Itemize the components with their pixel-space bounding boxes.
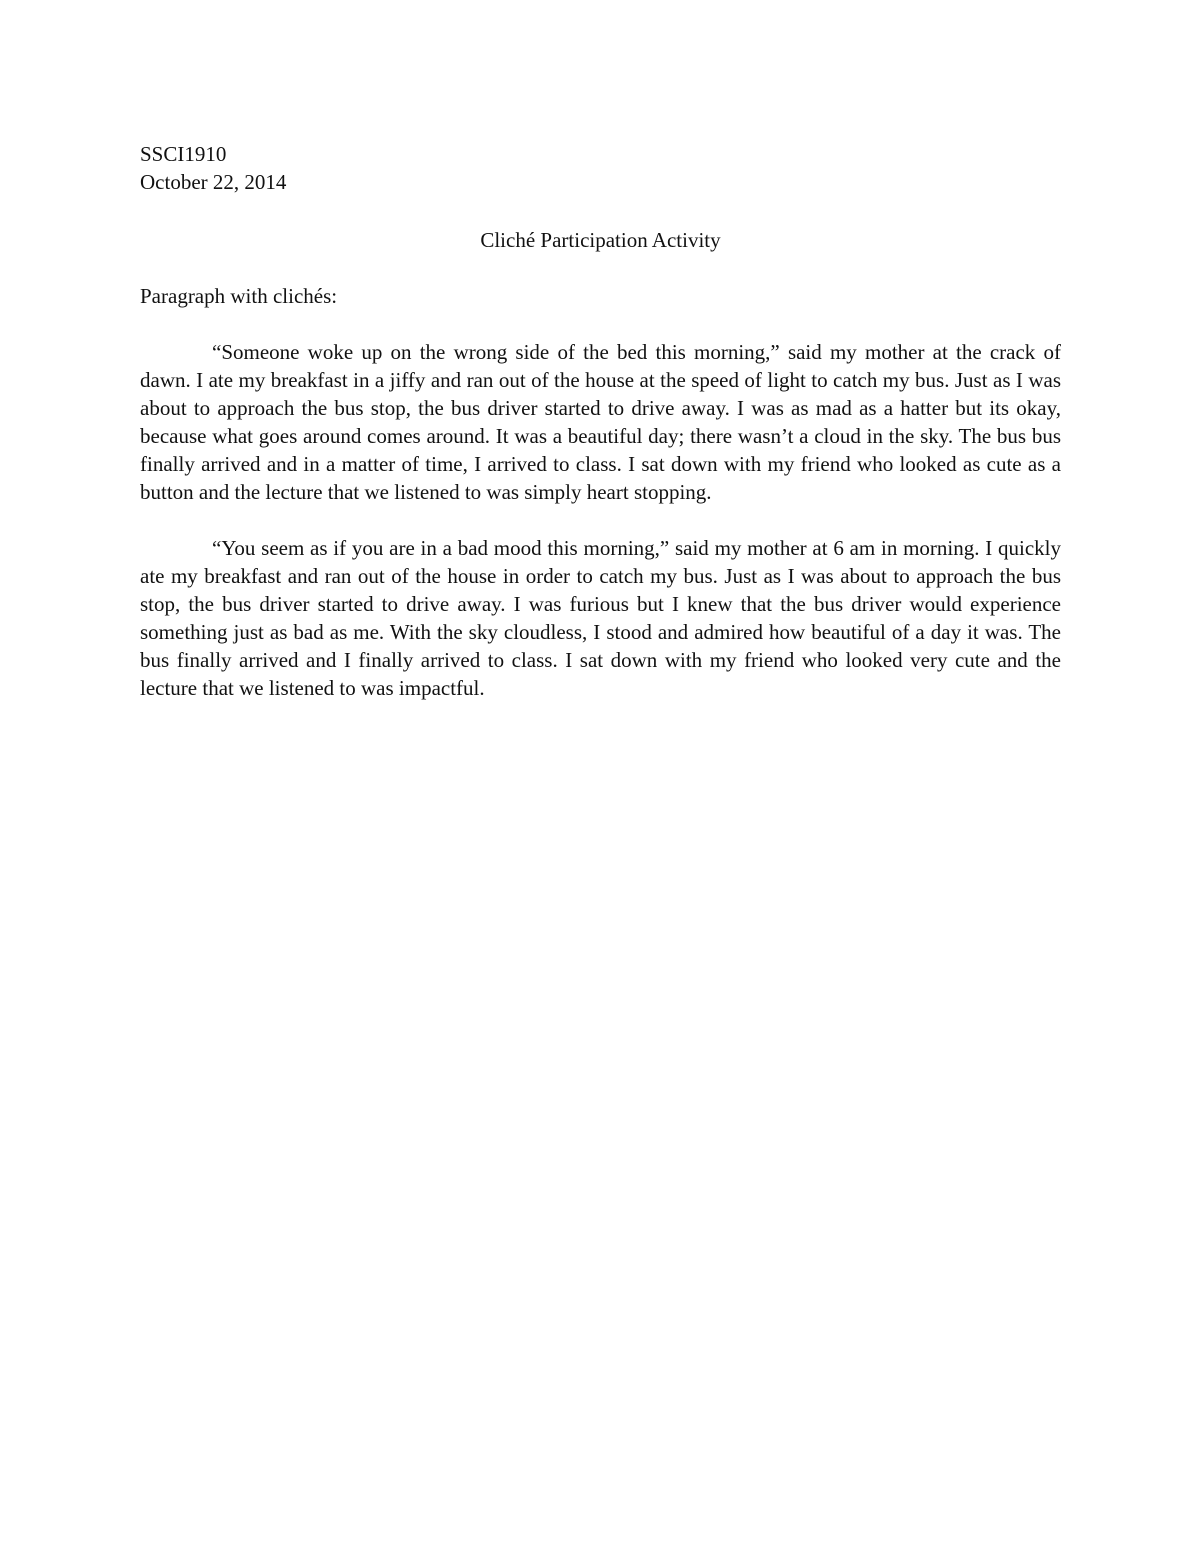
paragraph-with-cliches: “Someone woke up on the wrong side of the bed this morning,” said my mother at the crack of dawn. I ate my breakfast in a jiffy and ran out of the house at the speed of light to catch my bus. Just as I was about to approach the bus stop, the bus driver started to drive away. I was as mad as a hatter but its okay, because what goes around comes around. It was a beautiful day; there wasn’t a cloud in the sky. The bus bus finally arrived and in a matter of time, I arrived to class. I sat down with my friend who looked as cute as a button and the lecture that we listened to was simply heart stopping. (140, 340, 1061, 504)
paragraph-without-cliches: “You seem as if you are in a bad mood this morning,” said my mother at 6 am in morning. I quickly ate my breakfast and ran out of the house in order to catch my bus. Just as I was about to approach the bus stop, the bus driver started to drive away. I was furious but I knew that the bus driver would experience something just as bad as me. With the sky cloudless, I stood and admired how beautiful of a day it was. The bus finally arrived and I finally arrived to class. I sat down with my friend who looked very cute and the lecture that we listened to was impactful. (140, 536, 1061, 700)
course-code: SSCI1910 (140, 142, 227, 166)
document-title: Cliché Participation Activity (480, 228, 721, 252)
section-label: Paragraph with clichés: (140, 284, 338, 308)
document-body (140, 140, 1061, 702)
document-date: October 22, 2014 (140, 170, 287, 194)
